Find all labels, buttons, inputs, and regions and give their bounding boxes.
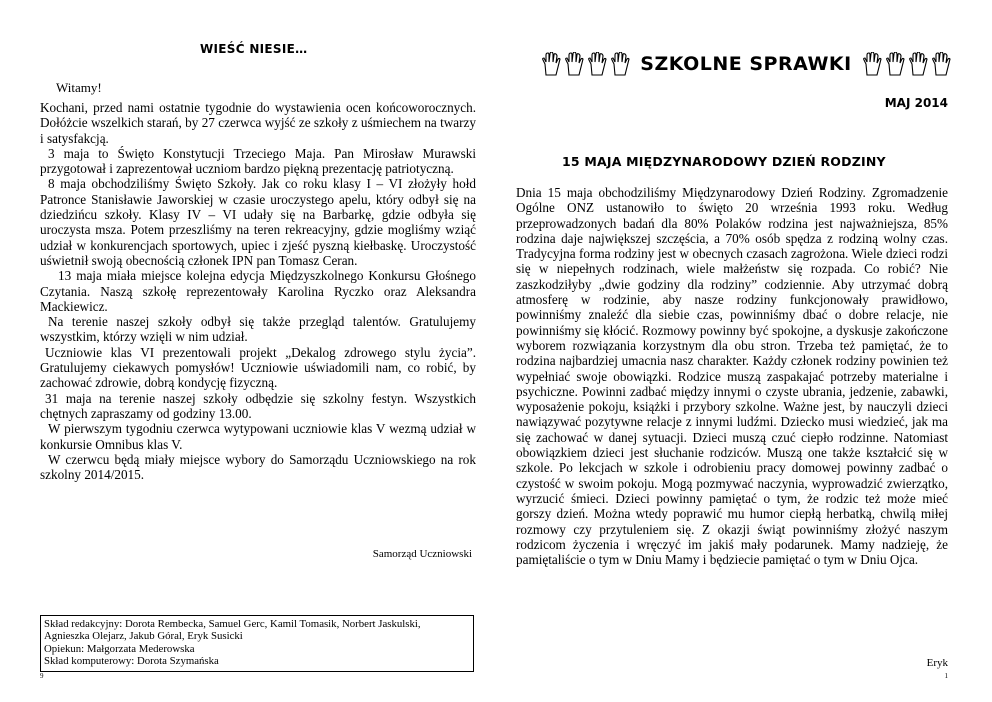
article-body	[40, 100, 476, 482]
paragraph: Dnia 15 maja obchodziliśmy Międzynarodowy Dzień Rodziny. Zgromadzenie Ogólne ONZ ustanowiło to święto 20 września 1993 roku. Według przeprowadzonych badań dla 80% Polaków rodzina jest najważniejsza, 85% rodzina daje największej szczęścia, a 70% osób spędza z rodziną wolny czas. Tradycyjna forma rodziny jest w obecnych czasach zagrożona. Wiele dzieci rodzi się w niepełnych rodzinach, wiele małżeństw się rozpada. Co robić? Nie zaszkodziłyby „dwie godziny dla rodziny” codziennie. Aby utrzymać dobrą atmosferę w rodzinie, aby nasze rodziny funkcjonowały prawidłowo, powinniśmy znaleźć dla siebie czas, powinniśmy dbać o dobre relacje, nie powinniśmy się kłócić. Rozmowy powinny być spokojne, a dyskusje zakończone wyborem rozwiązania korzystnym dla obu stron. Trzeba też pamiętać, że to rodzina najbardziej umacnia nasz charakter. Każdy członek rodziny powinien też wypełniać swoje obowiązki. Rodzice muszą zaspakajać potrzeby materialne i psychiczne. Powinni zadbać między innymi o czyste ubrania, jedzenie, zabawki, wyposażenie pokoju, książki i przybory szkolne. Ważne jest, by nauczyli dzieci nawiązywać pozytywne relacje z innymi ludźmi. Dziecko musi wiedzieć, jak ma się zachować w danej sytuacji. Dzieci muszą czuć ciepło rodzinne. Natomiast obowiązkiem dzieci jest słuchanie rodziców. Muszą one także kształcić się w szkole. Po lekcjach w szkole i odrobieniu pracy domowej powinny zadbać o czystość w swoim pokoju. Mogą pozmywać naczynia, wyprowadzić zwierzątko, wyrzucić śmieci. Dzieci powinny pamiętać o tym, że rodzic też może mieć gorszy dzień. Można wtedy poprawić mu humor ciepłą herbatką, chwilą miłej rozmowy czy przytuleniem się. Z okazji świąt powinniśmy złożyć naszym rodzicom życzenia i wręczyć im jakiś mały podarunek. Mamy nadzieję, że pamiętaliście o tym w Dniu Mamy i będziecie pamiętać o tym w Dniu Ojca.	[516, 185, 948, 568]
paragraph: Kochani, przed nami ostatnie tygodnie do wystawienia ocen końcoworocznych. Dołóżcie wszelkich starań, by 27 czerwca wyjść ze szkoły z uśmiechem na twarzy i satysfakcją.	[40, 100, 476, 146]
hands-group-right	[862, 52, 951, 76]
paragraph: 13 maja miała miejsce kolejna edycja Międzyszkolnego Konkursu Głośnego Czytania. Naszą szkołę reprezentowały Karolina Ryczko oraz Aleksandra Mackiewicz.	[40, 268, 476, 314]
signature: Samorząd Uczniowski	[372, 548, 472, 560]
issue-date: MAJ 2014	[884, 96, 948, 110]
hand-icon	[931, 52, 951, 76]
page-number: 1	[944, 672, 948, 680]
page-title: WIEŚĆ NIESIE…	[200, 42, 308, 56]
hand-icon	[885, 52, 905, 76]
article-body	[516, 185, 948, 567]
credits-line: Agnieszka Olejarz, Jakub Góral, Eryk Susicki	[44, 630, 243, 643]
hand-icon	[587, 52, 607, 76]
paragraph: W pierwszym tygodniu czerwca wytypowani uczniowie klas V wezmą udział w konkursie Omnibus klas V.	[40, 421, 476, 452]
paragraph: Uczniowie klas VI prezentowali projekt „Dekalog zdrowego stylu życia”. Gratulujemy ciekawych pomysłów! Uczniowie uświadomili nam, co robić, by zachować zdrowie, dobrą kondycję fizyczną.	[40, 344, 476, 391]
hands-group-left	[541, 52, 630, 76]
hand-icon	[610, 52, 630, 76]
credits-line: Opiekun: Małgorzata Mederowska	[44, 642, 195, 655]
hand-icon	[541, 52, 561, 76]
credits-line: Skład komputerowy: Dorota Szymańska	[44, 655, 219, 668]
newspaper-title: SZKOLNE SPRAWKI	[640, 53, 852, 75]
credits-line: Skład redakcyjny: Dorota Rembecka, Samuel Gerc, Kamil Tomasik, Norbert Jaskulski,	[44, 618, 421, 630]
paragraph: 8 maja obchodziliśmy Święto Szkoły. Jak co roku klasy I – VI złożyły hołd Patronce Stanisławie Jaworskiej w czasie uroczystego apelu, który odbył się na dziedzińcu szkoły. Klasy IV – VI udały się na Barbarkę, gdzie odbyła się uroczysta msza. Potem przeszliśmy na teren rekreacyjny, gdzie mogliśmy wziąć udział w konkurencjach sportowych, upiec i zjeść pyszną kiełbaskę. Uroczystość uświetnił swoją obecnością członek IPN pan Tomasz Ceran.	[40, 176, 476, 268]
page-number: 9	[40, 672, 44, 680]
hand-icon	[564, 52, 584, 76]
hand-icon	[908, 52, 928, 76]
paragraph: 3 maja to Święto Konstytucji Trzeciego Maja. Pan Mirosław Murawski przygotował i zaprezentował uczniom bardzo piękną prezentację patriotyczną.	[40, 145, 476, 177]
hand-icon	[862, 52, 882, 76]
newspaper-header	[516, 52, 976, 76]
credits-box	[40, 615, 474, 672]
right-page	[496, 0, 992, 702]
article-heading: 15 MAJA MIĘDZYNARODOWY DZIEŃ RODZINY	[562, 154, 886, 169]
paragraph: Na terenie naszej szkoły odbył się także przegląd talentów. Gratulujemy wszystkim, którzy wzięli w nim udział.	[40, 314, 476, 345]
signature: Eryk	[926, 657, 948, 669]
paragraph: W czerwcu będą miały miejsce wybory do Samorządu Uczniowskiego na rok szkolny 2014/2015.	[40, 451, 476, 483]
paragraph: 31 maja na terenie naszej szkoły odbędzie się szkolny festyn. Wszystkich chętnych zapraszamy od godziny 13.00.	[40, 390, 476, 421]
greeting: Witamy!	[56, 80, 102, 95]
